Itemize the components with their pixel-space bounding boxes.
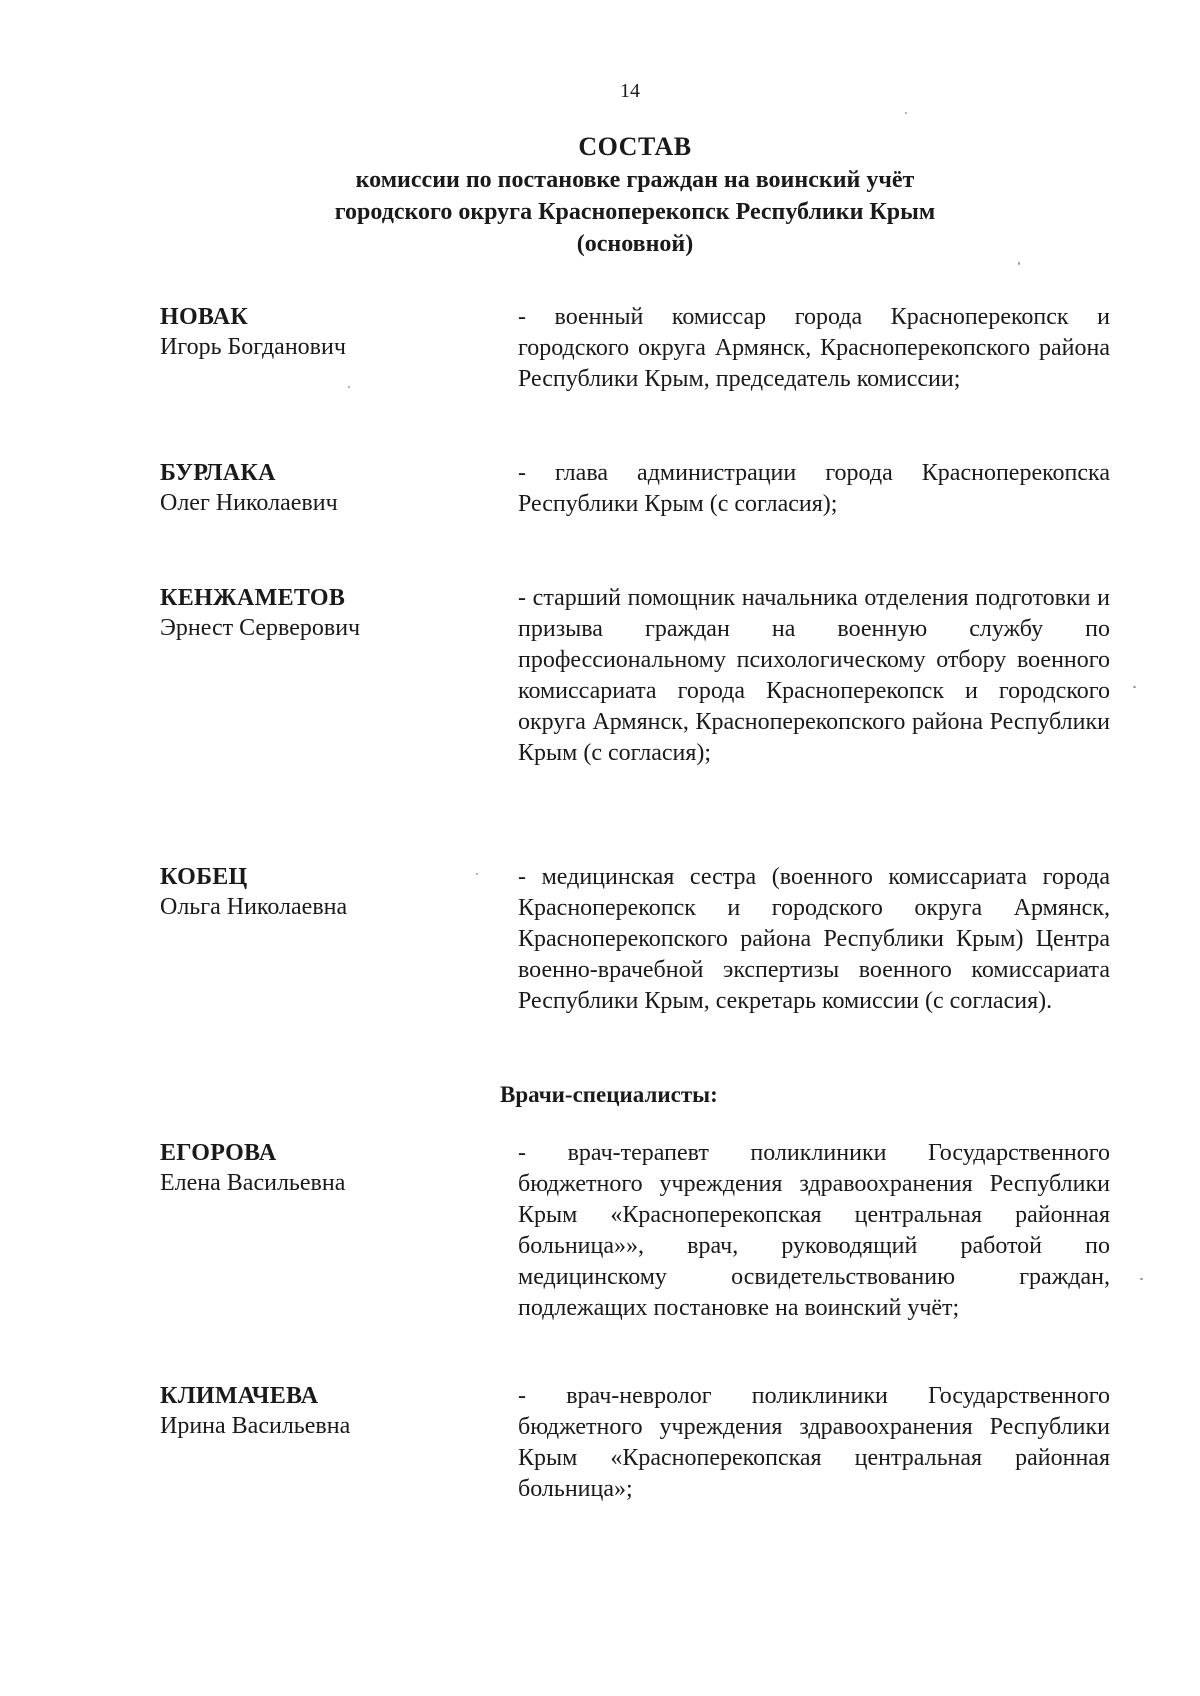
doctor-name (160, 1381, 480, 1441)
scan-speck (1018, 262, 1020, 265)
member-role: - глава администрации города Красноперекопска Республики Крым (с согласия); (518, 460, 1110, 517)
scan-speck (348, 386, 350, 388)
member-given-name: Олег Николаевич (160, 490, 338, 516)
title-line: городского округа Красноперекопск Республики Крым (334, 199, 936, 225)
member-name (160, 458, 480, 518)
member-surname: КЕНЖАМЕТОВ (160, 585, 346, 611)
member-given-name: Эрнест Серверович (160, 615, 361, 641)
member-role: - медицинская сестра (военного комиссариата города Красноперекопск и городского округа Армянск, Красноперекопского района Республики Крым) Центра военно-врачебной экспертизы военного комиссариата Республики Крым, секретарь комиссии (с согласия). (518, 864, 1110, 1014)
doctors-heading: Врачи-специалисты: (500, 1082, 718, 1107)
member-surname: БУРЛАКА (160, 460, 276, 486)
member-given-name: Игорь Богданович (160, 334, 346, 360)
scan-speck (905, 112, 907, 114)
member-role: - старший помощник начальника отделения подготовки и призыва граждан на военную службу по профессиональному психологическому отбору военного комиссариата города Красноперекопск и городского округа Армянск, Красноперекопского района Республики Крым (с согласия); (518, 585, 1110, 766)
scan-speck (1140, 1278, 1143, 1280)
title-main: СОСТАВ (578, 132, 692, 161)
doctor-name (160, 1138, 480, 1198)
title-line: комиссии по постановке граждан на воинский учёт (355, 167, 915, 193)
doctor-role: - врач-невролог поликлиники Государственного бюджетного учреждения здравоохранения Республики Крым «Красноперекопская центральная районная больница»; (518, 1383, 1110, 1502)
doctor-given-name: Елена Васильевна (160, 1170, 346, 1196)
member-role: - военный комиссар города Красноперекопск и городского округа Армянск, Красноперекопского района Республики Крым, председатель комиссии; (518, 304, 1110, 392)
document-title (160, 130, 1110, 260)
doctor-surname: ЕГОРОВА (160, 1140, 277, 1166)
scan-speck (1133, 686, 1136, 688)
doctor-surname: КЛИМАЧЕВА (160, 1383, 319, 1409)
page-number: 14 (620, 80, 640, 102)
member-name (160, 862, 480, 922)
member-given-name: Ольга Николаевна (160, 894, 348, 920)
title-line: (основной) (576, 231, 694, 257)
member-surname: НОВАК (160, 304, 249, 330)
member-name (160, 302, 480, 362)
scan-speck (476, 873, 478, 875)
member-surname: КОБЕЦ (160, 864, 248, 890)
doctor-role: - врач-терапевт поликлиники Государственного бюджетного учреждения здравоохранения Республики Крым «Красноперекопская центральная районная больница»», врач, руководящий работой по медицинскому освидетельствованию граждан, подлежащих постановке на воинский учёт; (518, 1140, 1110, 1321)
member-name (160, 583, 480, 643)
doctor-given-name: Ирина Васильевна (160, 1413, 351, 1439)
